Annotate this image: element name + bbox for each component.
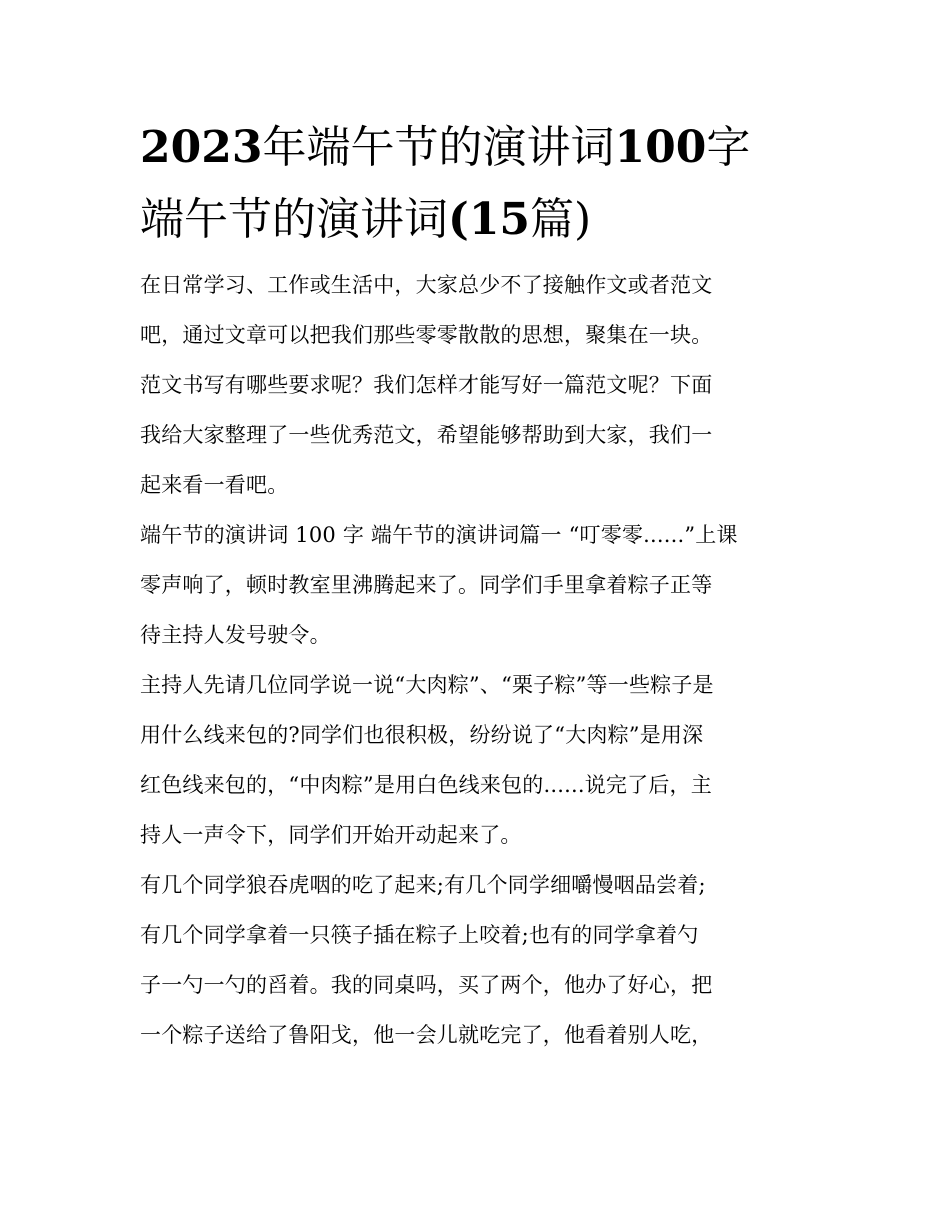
title-year: 2023 (140, 122, 263, 173)
paragraph-intro (140, 260, 820, 510)
text-line: 待主持人发号驶令。 (140, 623, 331, 647)
title-text: 篇) (530, 194, 592, 245)
paragraph-host (140, 660, 820, 860)
text-line: 一个粽子送给了鲁阳戈，他一会儿就吃完了，他看着别人吃， (140, 1023, 713, 1047)
text-line: 在日常学习、工作或生活中，大家总少不了接触作文或者范文 (140, 273, 713, 297)
text-line: 有几个同学拿着一只筷子插在粽子上咬着;也有的同学拿着勺 (140, 923, 699, 947)
text-line: 吧，通过文章可以把我们那些零零散散的思想，聚集在一块。 (140, 323, 713, 347)
text-line: 我给大家整理了一些优秀范文，希望能够帮助到大家，我们一 (140, 423, 713, 447)
document-body (140, 260, 820, 1060)
document-page (140, 112, 820, 1060)
title-text: 端午节的演讲词 (140, 194, 448, 245)
title-number: 100 (614, 122, 707, 173)
text-line: 用什么线来包的?同学们也很积极，纷纷说了“大肉粽”是用深 (140, 723, 704, 747)
text-line: 有几个同学狼吞虎咽的吃了起来;有几个同学细嚼慢咽品尝着; (140, 873, 706, 897)
title-count: (15 (448, 194, 531, 245)
text-line: 子一勺一勺的舀着。我的同桌吗，买了两个，他办了好心，把 (140, 973, 713, 997)
paragraph-speech-1 (140, 510, 820, 660)
text-line: 红色线来包的，“中肉粽”是用白色线来包的......说完了后，主 (140, 773, 712, 797)
title-text: 年端午节的演讲词 (262, 122, 615, 173)
text-line: 起来看一看吧。 (140, 473, 289, 497)
text-line: 持人一声令下，同学们开始开动起来了。 (140, 823, 522, 847)
text-line: 端午节的演讲词 100 字 端午节的演讲词篇一 “叮零零......”上课 (140, 523, 738, 547)
paragraph-eating (140, 860, 820, 1060)
document-title (140, 112, 820, 256)
text-line: 零声响了，顿时教室里沸腾起来了。同学们手里拿着粽子正等 (140, 573, 713, 597)
text-line: 主持人先请几位同学说一说“大肉粽”、“栗子粽”等一些粽子是 (140, 673, 714, 697)
text-line: 范文书写有哪些要求呢？我们怎样才能写好一篇范文呢？下面 (140, 373, 713, 397)
title-line-1 (140, 112, 820, 184)
title-line-2 (140, 184, 820, 256)
title-text: 字 (706, 122, 751, 173)
